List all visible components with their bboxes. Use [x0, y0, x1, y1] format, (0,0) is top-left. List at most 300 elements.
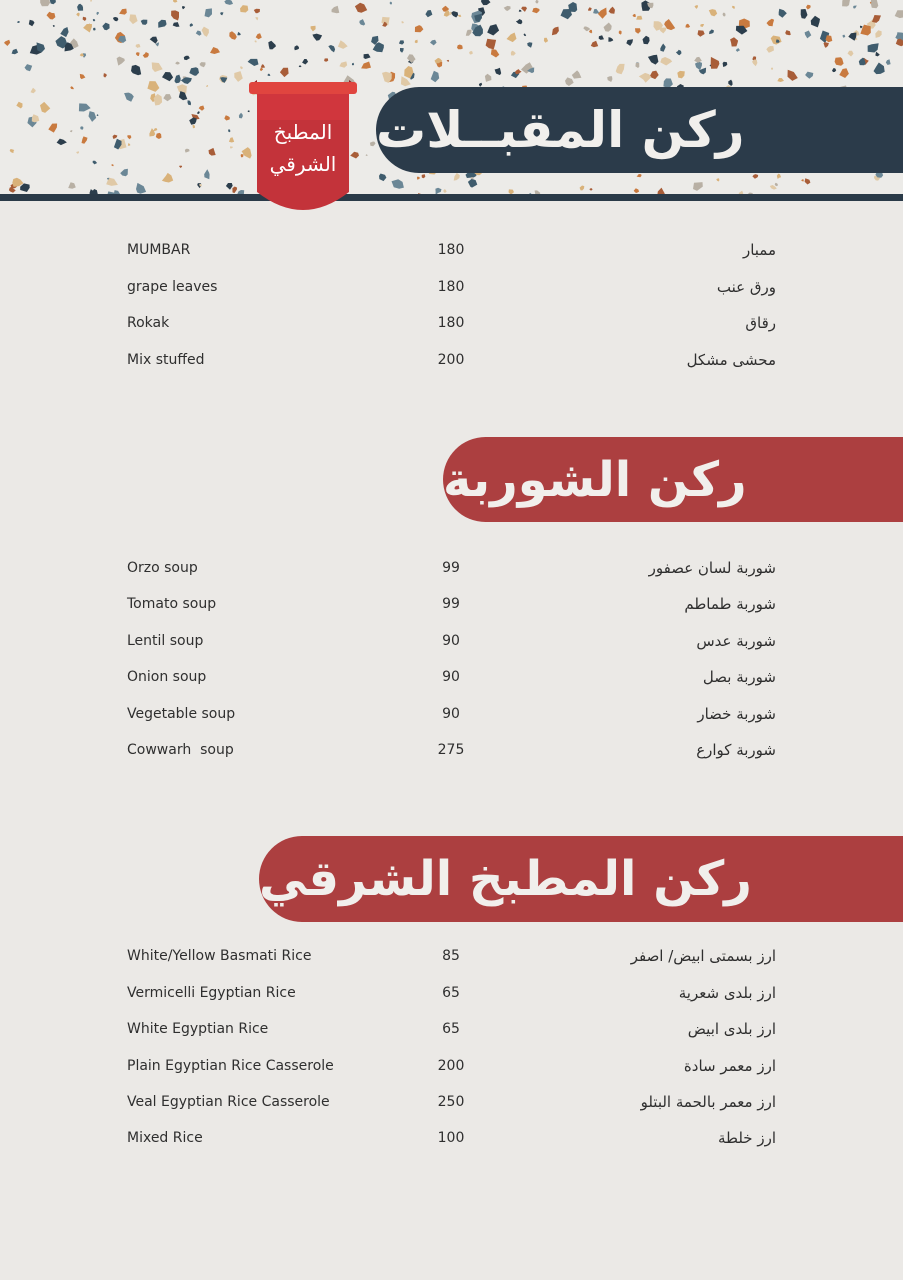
terrazzo-chip — [842, 0, 850, 7]
terrazzo-chip — [70, 86, 74, 89]
terrazzo-chip — [785, 30, 791, 35]
terrazzo-chip — [454, 173, 460, 181]
terrazzo-chip — [338, 40, 348, 49]
terrazzo-chip — [417, 177, 420, 180]
item-name-ar: شوربة كوارع — [696, 741, 776, 759]
terrazzo-chip — [179, 166, 182, 168]
menu-row — [0, 1021, 903, 1045]
terrazzo-chip — [588, 7, 592, 11]
terrazzo-chip — [469, 51, 473, 55]
terrazzo-chip — [32, 114, 40, 122]
terrazzo-chip — [591, 41, 598, 48]
terrazzo-chip — [660, 57, 672, 66]
terrazzo-chip — [255, 17, 258, 20]
terrazzo-chip — [237, 32, 241, 36]
terrazzo-chip — [443, 189, 447, 193]
terrazzo-chip — [447, 60, 449, 62]
terrazzo-chip — [141, 20, 148, 25]
terrazzo-chip — [268, 41, 276, 50]
item-price: 100 — [437, 1130, 465, 1146]
terrazzo-chip — [171, 10, 179, 20]
terrazzo-chip — [248, 59, 259, 66]
item-name-ar: ارز بلدى شعرية — [678, 984, 776, 1002]
terrazzo-chip — [736, 48, 740, 52]
terrazzo-chip — [801, 179, 804, 181]
terrazzo-chip — [806, 5, 811, 10]
menu-row — [0, 1058, 903, 1082]
item-name-ar: رقاق — [745, 314, 776, 332]
terrazzo-chip — [649, 71, 658, 80]
terrazzo-chip — [700, 24, 704, 27]
terrazzo-chip — [599, 35, 604, 40]
terrazzo-chip — [422, 174, 426, 178]
terrazzo-chip — [25, 64, 33, 71]
terrazzo-chip — [458, 15, 462, 17]
terrazzo-chip — [182, 6, 185, 9]
terrazzo-chip — [535, 0, 538, 3]
terrazzo-chip — [299, 65, 302, 67]
item-name-en: Onion soup — [127, 669, 207, 685]
terrazzo-chip — [328, 45, 335, 52]
terrazzo-chip — [598, 8, 607, 19]
terrazzo-chip — [485, 74, 492, 82]
terrazzo-chip — [723, 62, 728, 67]
terrazzo-chip — [202, 27, 209, 37]
item-name-en: MUMBAR — [127, 242, 191, 258]
terrazzo-chip — [129, 14, 137, 24]
terrazzo-chip — [364, 54, 371, 59]
terrazzo-chip — [752, 174, 758, 179]
terrazzo-chip — [312, 34, 322, 41]
terrazzo-chip — [324, 58, 328, 61]
terrazzo-chip — [400, 48, 404, 53]
terrazzo-chip — [487, 24, 499, 35]
item-price: 200 — [437, 352, 465, 368]
menu-row — [0, 315, 903, 339]
item-name-ar: ارز بسمتى ابيض/ اصفر — [630, 947, 776, 965]
terrazzo-chip — [359, 19, 365, 25]
terrazzo-chip — [173, 0, 177, 3]
terrazzo-chip — [495, 68, 502, 75]
terrazzo-chip — [267, 74, 270, 76]
terrazzo-chip — [143, 52, 149, 58]
terrazzo-chip — [515, 69, 522, 74]
menu-row — [0, 560, 903, 584]
terrazzo-chip — [311, 26, 316, 32]
header-divider-line — [0, 194, 903, 201]
item-name-en: Tomato soup — [127, 596, 217, 612]
item-name-ar: ارز معمر سادة — [683, 1057, 776, 1075]
menu-row — [0, 242, 903, 266]
terrazzo-chip — [693, 182, 703, 191]
terrazzo-chip — [607, 76, 612, 82]
item-name-ar: ارز معمر بالحمة البتلو — [640, 1093, 776, 1111]
terrazzo-chip — [451, 11, 459, 17]
terrazzo-chip — [874, 63, 885, 75]
terrazzo-chip — [788, 70, 798, 81]
terrazzo-chip — [676, 50, 682, 55]
terrazzo-chip — [609, 7, 615, 14]
terrazzo-chip — [805, 72, 813, 79]
terrazzo-chip — [519, 10, 522, 12]
terrazzo-chip — [839, 68, 849, 78]
terrazzo-chip — [766, 46, 774, 53]
terrazzo-chip — [189, 117, 197, 124]
terrazzo-chip — [117, 57, 125, 66]
appetizers-title: ركن المقبــلات — [376, 101, 745, 159]
item-name-ar: ارز بلدى ابيض — [687, 1020, 776, 1038]
terrazzo-chip — [626, 39, 633, 46]
terrazzo-chip — [96, 12, 98, 15]
terrazzo-chip — [234, 71, 243, 82]
terrazzo-chip — [47, 12, 56, 20]
terrazzo-chip — [635, 63, 639, 68]
terrazzo-chip — [124, 93, 134, 102]
terrazzo-chip — [589, 30, 592, 34]
terrazzo-chip — [339, 61, 347, 67]
terrazzo-chip — [147, 81, 159, 92]
terrazzo-chip — [695, 62, 702, 71]
terrazzo-chip — [544, 38, 548, 43]
terrazzo-chip — [127, 135, 131, 139]
terrazzo-chip — [174, 75, 180, 84]
terrazzo-chip — [524, 34, 527, 37]
terrazzo-chip — [593, 9, 599, 14]
terrazzo-chip — [185, 149, 190, 153]
terrazzo-chip — [516, 19, 523, 24]
terrazzo-chip — [694, 57, 702, 63]
terrazzo-chip — [370, 142, 376, 147]
terrazzo-chip — [162, 72, 173, 81]
terrazzo-chip — [491, 49, 499, 57]
terrazzo-chip — [240, 5, 248, 12]
terrazzo-chip — [875, 30, 881, 38]
terrazzo-chip — [31, 88, 36, 94]
terrazzo-chip — [767, 19, 775, 27]
terrazzo-chip — [399, 40, 404, 44]
terrazzo-chip — [20, 183, 30, 192]
terrazzo-chip — [639, 73, 652, 83]
item-price: 65 — [442, 1021, 460, 1037]
terrazzo-chip — [40, 0, 50, 6]
terrazzo-chip — [728, 80, 732, 86]
terrazzo-chip — [504, 6, 511, 11]
item-name-ar: شوربة طماطم — [684, 595, 776, 613]
item-price: 90 — [442, 669, 460, 685]
terrazzo-chip — [224, 115, 230, 120]
item-name-ar: شوربة بصل — [702, 668, 776, 686]
item-name-ar: ورق عنب — [716, 278, 776, 296]
terrazzo-chip — [824, 42, 829, 48]
terrazzo-chip — [379, 174, 386, 182]
terrazzo-chip — [698, 30, 705, 37]
terrazzo-chip — [68, 182, 76, 189]
terrazzo-chip — [93, 19, 95, 21]
terrazzo-chip — [76, 13, 79, 17]
terrazzo-chip — [229, 31, 237, 40]
terrazzo-chip — [255, 40, 257, 42]
terrazzo-chip — [29, 20, 35, 26]
terrazzo-chip — [228, 129, 230, 132]
terrazzo-chip — [608, 37, 613, 42]
terrazzo-chip — [209, 148, 216, 156]
terrazzo-chip — [4, 40, 10, 46]
menu-row — [0, 706, 903, 730]
item-price: 250 — [437, 1094, 465, 1110]
item-name-ar: محشى مشكل — [686, 351, 776, 369]
terrazzo-chip — [40, 102, 50, 113]
item-name-en: Mix stuffed — [127, 352, 205, 368]
item-price: 180 — [437, 242, 465, 258]
terrazzo-chip — [589, 188, 592, 191]
item-name-en: Veal Egyptian Rice Casserole — [127, 1094, 330, 1110]
terrazzo-chip — [93, 161, 98, 165]
item-name-ar: شوربة عدس — [696, 632, 776, 650]
terrazzo-chip — [685, 24, 690, 28]
terrazzo-chip — [425, 10, 432, 17]
item-price: 65 — [442, 985, 460, 1001]
item-price: 180 — [437, 315, 465, 331]
terrazzo-chip — [120, 169, 128, 177]
terrazzo-chip — [352, 63, 354, 66]
terrazzo-chip — [113, 135, 118, 139]
terrazzo-chip — [113, 17, 118, 21]
item-price: 180 — [437, 279, 465, 295]
oriental-kitchen-banner — [259, 836, 903, 922]
terrazzo-chip — [189, 67, 199, 76]
item-name-ar: ممبار — [742, 241, 776, 259]
terrazzo-chip — [204, 169, 209, 179]
terrazzo-chip — [200, 62, 206, 67]
terrazzo-chip — [415, 40, 418, 44]
terrazzo-chip — [188, 100, 192, 105]
terrazzo-chip — [430, 40, 437, 46]
terrazzo-chip — [136, 183, 146, 194]
terrazzo-chip — [709, 29, 714, 34]
terrazzo-chip — [175, 62, 180, 65]
terrazzo-chip — [103, 73, 106, 78]
terrazzo-chip — [256, 33, 262, 39]
terrazzo-chip — [17, 21, 20, 23]
terrazzo-chip — [89, 111, 97, 122]
terrazzo-chip — [210, 47, 220, 54]
item-name-en: White/Yellow Basmati Rice — [127, 948, 312, 964]
item-price: 99 — [442, 596, 460, 612]
terrazzo-chip — [457, 45, 463, 50]
soup-title: ركن الشوربة — [443, 451, 747, 508]
menu-row — [0, 1094, 903, 1118]
terrazzo-chip — [565, 77, 574, 86]
terrazzo-chip — [779, 9, 787, 18]
terrazzo-chip — [860, 26, 863, 29]
menu-row — [0, 352, 903, 376]
terrazzo-chip — [97, 114, 99, 116]
terrazzo-chip — [226, 183, 233, 190]
menu-row — [0, 669, 903, 693]
terrazzo-chip — [83, 24, 92, 33]
terrazzo-chip — [197, 111, 200, 114]
terrazzo-chip — [366, 154, 368, 156]
terrazzo-chip — [390, 2, 392, 5]
item-name-en: White Egyptian Rice — [127, 1021, 269, 1037]
terrazzo-chip — [90, 0, 92, 2]
menu-row — [0, 742, 903, 766]
terrazzo-chip — [616, 64, 625, 74]
terrazzo-chip — [102, 23, 109, 31]
terrazzo-chip — [468, 179, 477, 188]
terrazzo-chip — [648, 55, 659, 65]
terrazzo-chip — [196, 31, 202, 36]
terrazzo-chip — [184, 56, 190, 60]
terrazzo-chip — [805, 31, 812, 39]
terrazzo-chip — [633, 14, 636, 17]
terrazzo-chip — [711, 57, 720, 69]
terrazzo-chip — [580, 186, 585, 191]
terrazzo-chip — [302, 59, 308, 65]
terrazzo-chip — [832, 68, 836, 72]
terrazzo-chip — [635, 28, 641, 33]
terrazzo-chip — [875, 52, 879, 57]
terrazzo-chip — [486, 39, 497, 50]
terrazzo-chip — [16, 102, 22, 109]
terrazzo-chip — [848, 51, 854, 57]
menu-row — [0, 985, 903, 1009]
terrazzo-chip — [843, 35, 846, 38]
terrazzo-chip — [48, 124, 57, 133]
terrazzo-chip — [156, 133, 162, 139]
item-name-en: Plain Egyptian Rice Casserole — [127, 1058, 334, 1074]
menu-row — [0, 1130, 903, 1154]
terrazzo-chip — [70, 130, 73, 132]
terrazzo-chip — [173, 22, 180, 27]
terrazzo-chip — [521, 7, 527, 12]
oriental-kitchen-ribbon-badge — [247, 80, 359, 220]
terrazzo-chip — [230, 146, 233, 148]
terrazzo-chip — [775, 183, 778, 187]
menu-row — [0, 633, 903, 657]
item-name-ar: شوربة خضار — [697, 705, 776, 723]
item-name-en: Lentil soup — [127, 633, 204, 649]
terrazzo-chip — [637, 174, 642, 177]
terrazzo-chip — [481, 0, 490, 5]
terrazzo-chip — [260, 67, 263, 71]
terrazzo-chip — [886, 59, 891, 65]
terrazzo-chip — [572, 70, 582, 78]
terrazzo-chip — [76, 151, 79, 154]
terrazzo-chip — [872, 15, 881, 23]
terrazzo-chip — [150, 37, 158, 44]
terrazzo-chip — [777, 78, 784, 82]
terrazzo-chip — [119, 9, 127, 15]
terrazzo-chip — [392, 179, 404, 189]
item-name-en: Rokak — [127, 315, 170, 331]
terrazzo-chip — [805, 178, 811, 184]
terrazzo-chip — [466, 30, 472, 36]
terrazzo-chip — [241, 154, 244, 157]
terrazzo-chip — [206, 85, 208, 86]
terrazzo-chip — [552, 27, 559, 36]
terrazzo-chip — [895, 10, 903, 18]
terrazzo-chip — [190, 23, 193, 27]
item-name-en: Cowwarh soup — [127, 742, 234, 758]
terrazzo-chip — [163, 94, 171, 101]
terrazzo-chip — [695, 5, 698, 9]
terrazzo-chip — [12, 49, 19, 55]
item-name-en: grape leaves — [127, 279, 218, 295]
terrazzo-chip — [224, 0, 233, 5]
terrazzo-chip — [527, 42, 532, 47]
terrazzo-chip — [431, 71, 440, 83]
terrazzo-chip — [162, 173, 173, 183]
terrazzo-chip — [294, 45, 299, 50]
terrazzo-chip — [136, 44, 141, 48]
terrazzo-chip — [50, 0, 56, 4]
terrazzo-chip — [261, 64, 265, 68]
appetizers-banner — [376, 87, 903, 173]
terrazzo-chip — [636, 16, 642, 20]
terrazzo-chip — [771, 36, 782, 45]
terrazzo-chip — [152, 62, 163, 72]
terrazzo-chip — [771, 68, 773, 70]
terrazzo-chip — [619, 30, 622, 34]
terrazzo-chip — [220, 12, 223, 15]
terrazzo-chip — [561, 9, 573, 19]
terrazzo-chip — [128, 143, 130, 146]
terrazzo-chip — [801, 9, 808, 19]
terrazzo-chip — [181, 77, 192, 84]
terrazzo-chip — [415, 25, 424, 32]
soup-banner — [443, 437, 903, 522]
terrazzo-chip — [93, 28, 96, 31]
terrazzo-chip — [80, 74, 86, 79]
terrazzo-chip — [57, 139, 67, 146]
terrazzo-chip — [723, 13, 726, 17]
terrazzo-chip — [511, 51, 516, 56]
terrazzo-chip — [730, 37, 738, 46]
terrazzo-chip — [835, 57, 844, 66]
terrazzo-chip — [677, 71, 685, 79]
terrazzo-chip — [107, 178, 109, 180]
item-name-en: Orzo soup — [127, 560, 198, 576]
terrazzo-chip — [280, 68, 289, 77]
terrazzo-chip — [80, 126, 83, 129]
terrazzo-chip — [199, 106, 205, 111]
item-name-ar: شوربة لسان عصفور — [648, 559, 776, 577]
item-price: 99 — [442, 560, 460, 576]
oriental-kitchen-title: ركن المطبخ الشرقي — [259, 851, 752, 907]
terrazzo-chip — [853, 6, 857, 9]
terrazzo-chip — [153, 128, 157, 131]
terrazzo-chip — [83, 17, 87, 21]
ribbon-line-1: المطبخ — [273, 120, 333, 144]
item-name-en: Vegetable soup — [127, 706, 236, 722]
terrazzo-chip — [583, 26, 590, 31]
menu-row — [0, 596, 903, 620]
terrazzo-chip — [732, 6, 735, 9]
terrazzo-chip — [239, 113, 243, 119]
terrazzo-chip — [10, 149, 15, 153]
terrazzo-chip — [60, 27, 68, 37]
terrazzo-chip — [82, 136, 88, 143]
terrazzo-chip — [111, 164, 113, 166]
terrazzo-chip — [604, 23, 612, 32]
terrazzo-chip — [716, 178, 719, 181]
menu-row — [0, 279, 903, 303]
terrazzo-chip — [868, 43, 879, 52]
item-price: 200 — [437, 1058, 465, 1074]
terrazzo-chip — [158, 20, 166, 28]
terrazzo-chip — [355, 3, 367, 13]
